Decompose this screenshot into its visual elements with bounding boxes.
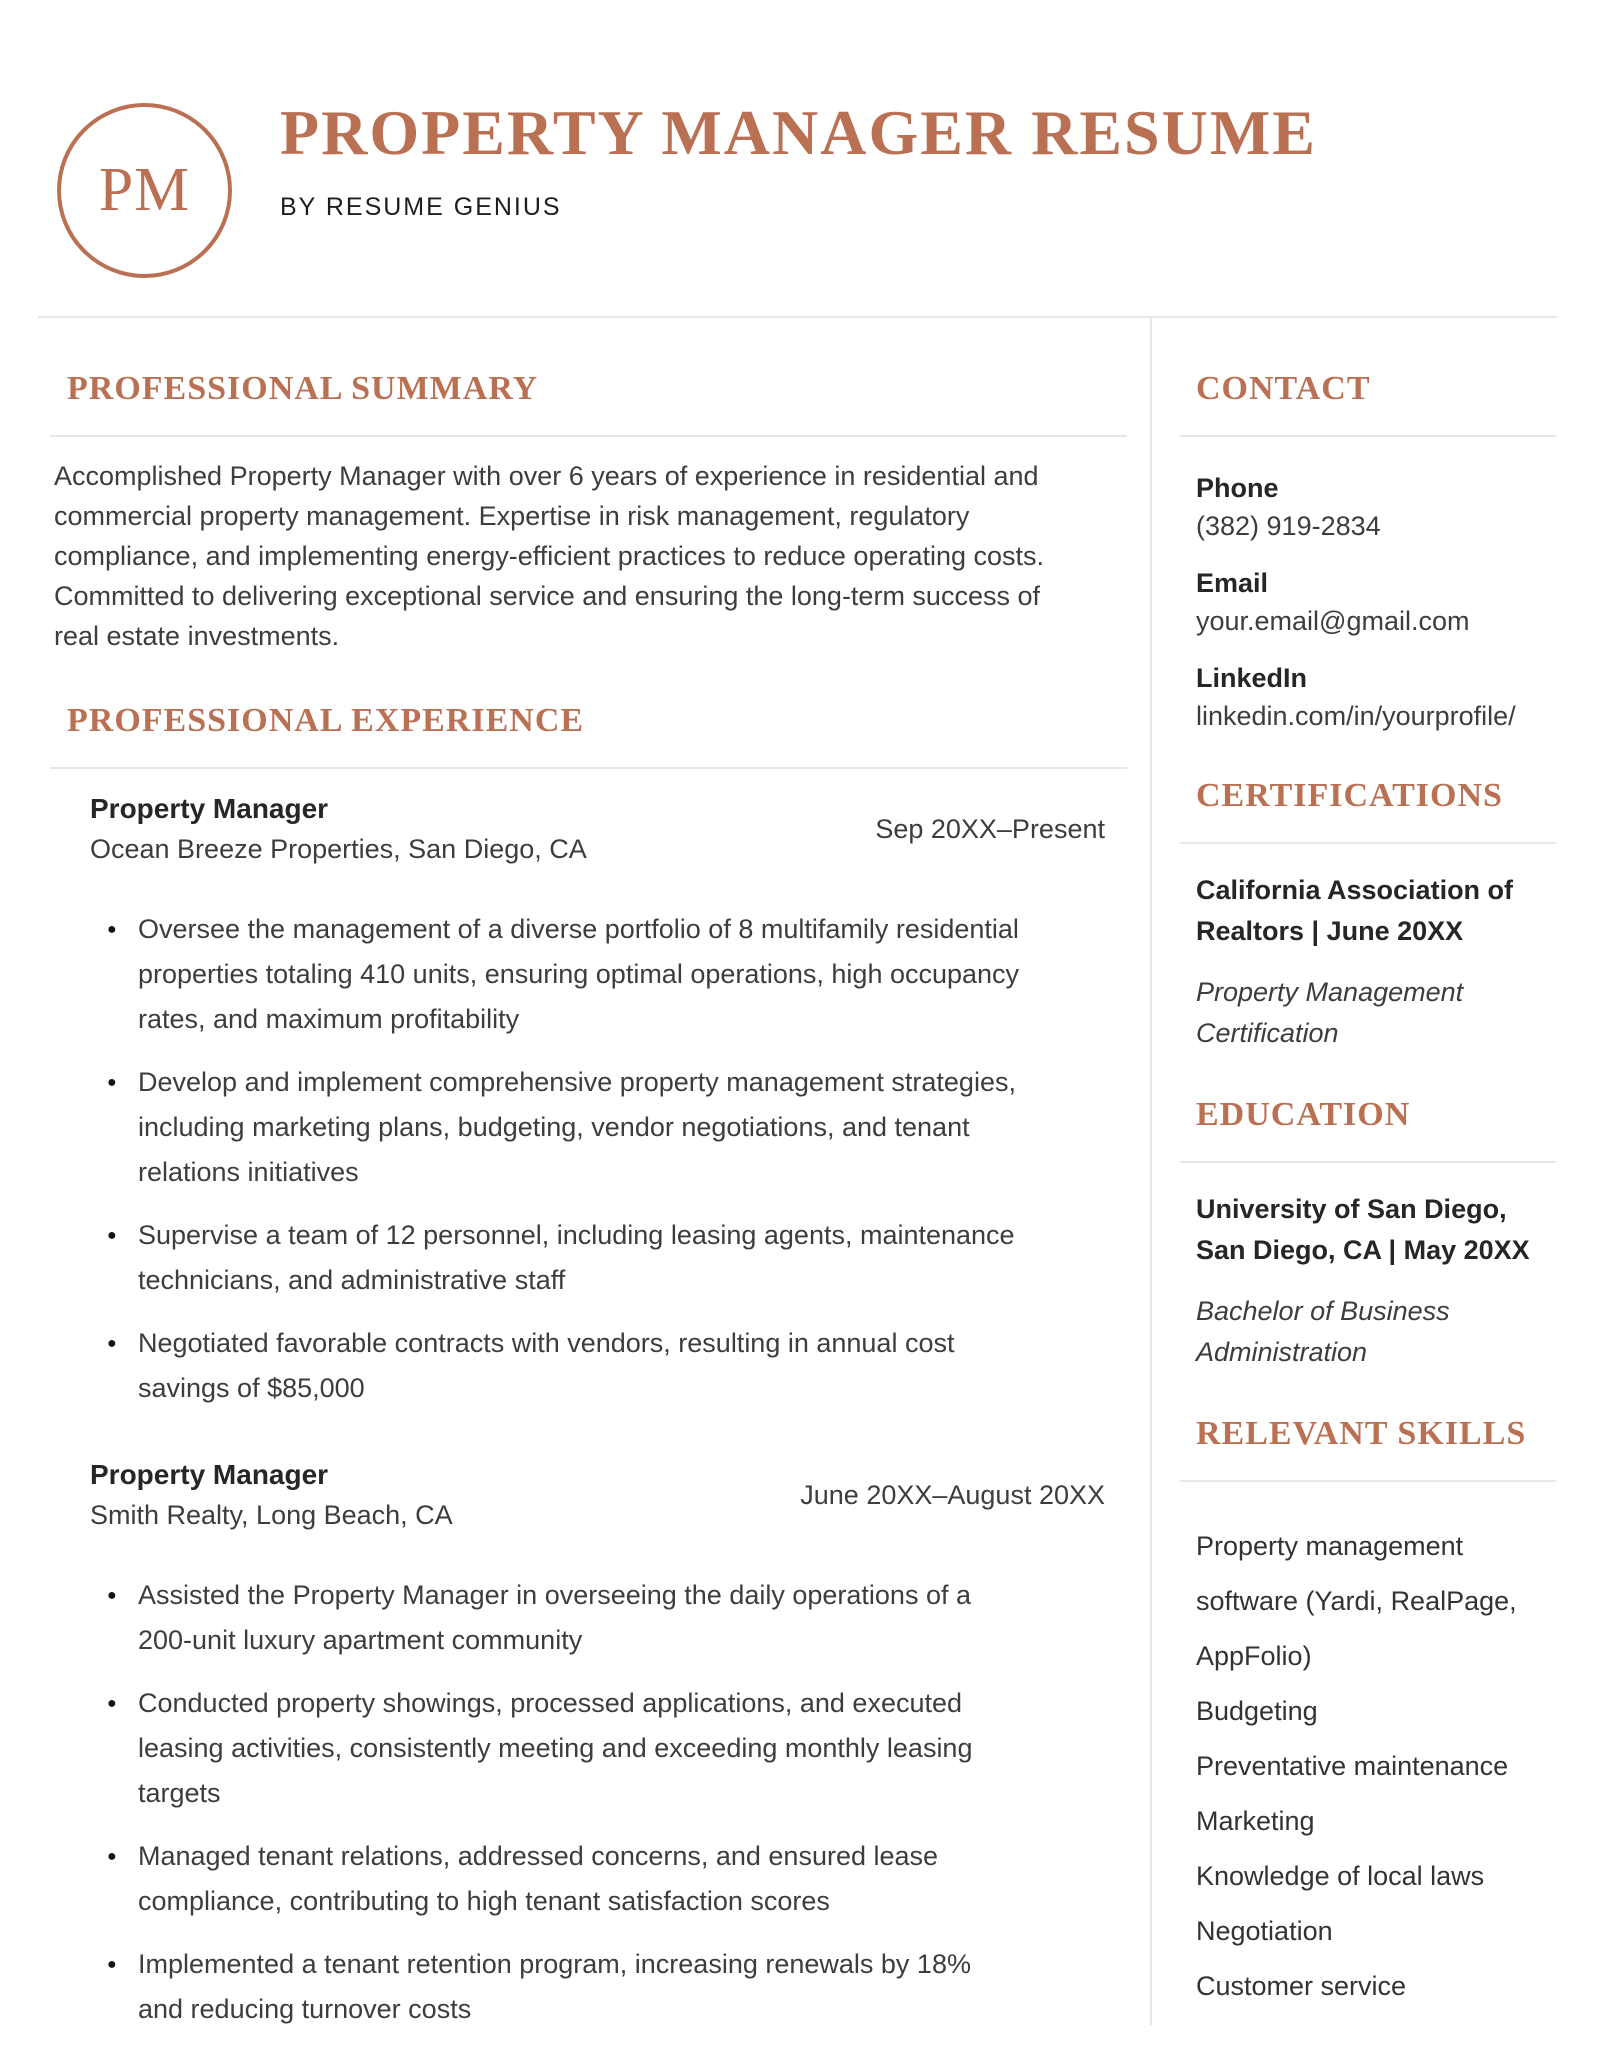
contact-item-linkedin bbox=[1196, 659, 1556, 735]
main-column bbox=[0, 318, 1150, 2032]
summary-paragraph: Accomplished Property Manager with over 6 years of experience in residential and commercial property management. Expertise in risk management, regulatory compliance, and implementing energy-efficient practices to reduce operating costs. Committed to delivering exceptional service and ensuring the long-term success of real estate investments. bbox=[54, 461, 1045, 651]
job-company: Ocean Breeze Properties, San Diego, CA bbox=[90, 834, 587, 864]
job-entry-ocean-breeze bbox=[90, 791, 1105, 1411]
professional-experience-heading: PROFESSIONAL EXPERIENCE bbox=[67, 702, 585, 739]
job-bullet: ● Supervise a team of 12 personnel, including leasing agents, maintenance technicians, and administrative staff bbox=[105, 1213, 1020, 1303]
skill-item: Knowledge of local laws bbox=[1196, 1861, 1485, 1891]
skill-item: Customer service bbox=[1196, 1971, 1407, 2001]
job-title: Property Manager bbox=[90, 793, 329, 824]
job-bullet: ● Conducted property showings, processed applications, and executed leasing activities, consistently meeting and exceeding monthly leasing targets bbox=[105, 1681, 1020, 1816]
resume-title: PROPERTY MANAGER RESUME bbox=[280, 97, 1317, 168]
email-value: your.email@gmail.com bbox=[1196, 606, 1470, 636]
contact-item-phone bbox=[1196, 469, 1556, 545]
contact-label: Phone bbox=[1196, 473, 1279, 503]
contact-list bbox=[1196, 469, 1556, 735]
job-bullet: ● Oversee the management of a diverse portfolio of 8 multifamily residential properties totaling 410 units, ensuring optimal operations, high occupancy rates, and maximum profitability bbox=[105, 907, 1020, 1042]
section-rule bbox=[1180, 1161, 1556, 1163]
skill-item: Negotiation bbox=[1196, 1916, 1333, 1946]
content-area bbox=[0, 318, 1600, 2032]
monogram-logo bbox=[57, 103, 232, 278]
section-professional-experience bbox=[50, 702, 1127, 2032]
contact-heading: CONTACT bbox=[1196, 370, 1371, 407]
job-dates: June 20XX–August 20XX bbox=[800, 1479, 1105, 1510]
sidebar bbox=[1152, 318, 1600, 2014]
job-title-company bbox=[90, 791, 587, 867]
linkedin-value: linkedin.com/in/yourprofile/ bbox=[1196, 701, 1516, 731]
contact-label: LinkedIn bbox=[1196, 663, 1308, 693]
section-professional-summary bbox=[50, 370, 1127, 656]
skills-list bbox=[1196, 1519, 1556, 2014]
job-bullet: ● Implemented a tenant retention program, increasing renewals by 18% and reducing turnover costs bbox=[105, 1942, 1020, 2032]
skill-item: Marketing bbox=[1196, 1806, 1315, 1836]
section-certifications bbox=[1180, 777, 1556, 1054]
contact-label: Email bbox=[1196, 568, 1269, 598]
certification-name: California Association of Realtors | June 20XX bbox=[1196, 875, 1514, 946]
phone-value: (382) 919-2834 bbox=[1196, 511, 1381, 541]
job-header bbox=[90, 791, 1105, 867]
section-rule bbox=[1180, 842, 1556, 844]
certifications-heading: CERTIFICATIONS bbox=[1196, 777, 1503, 814]
header bbox=[0, 0, 1600, 278]
professional-summary-heading: PROFESSIONAL SUMMARY bbox=[67, 370, 539, 407]
education-heading: EDUCATION bbox=[1196, 1096, 1411, 1133]
job-entry-smith-realty bbox=[90, 1457, 1105, 2032]
skill-item: Property management software (Yardi, RealPage, AppFolio) bbox=[1196, 1531, 1517, 1671]
section-rule bbox=[1180, 435, 1556, 437]
resume-subtitle: BY RESUME GENIUS bbox=[280, 193, 562, 221]
section-education bbox=[1180, 1096, 1556, 1373]
job-dates: Sep 20XX–Present bbox=[875, 813, 1105, 844]
job-bullet: ● Assisted the Property Manager in overseeing the daily operations of a 200-unit luxury apartment community bbox=[105, 1573, 1020, 1663]
certification-detail: Property Management Certification bbox=[1196, 977, 1464, 1048]
job-title: Property Manager bbox=[90, 1459, 329, 1490]
section-rule bbox=[1180, 1480, 1556, 1482]
job-bullet-list bbox=[105, 1573, 1020, 2032]
section-contact bbox=[1180, 370, 1556, 735]
section-rule bbox=[50, 435, 1127, 437]
education-school: University of San Diego, San Diego, CA | May 20XX bbox=[1196, 1194, 1530, 1265]
education-degree: Bachelor of Business Administration bbox=[1196, 1296, 1450, 1367]
job-bullet: ● Managed tenant relations, addressed concerns, and ensured lease compliance, contributing to high tenant satisfaction scores bbox=[105, 1834, 1020, 1924]
skill-item: Budgeting bbox=[1196, 1696, 1318, 1726]
section-rule bbox=[50, 767, 1127, 769]
job-header bbox=[90, 1457, 1105, 1533]
job-title-company bbox=[90, 1457, 453, 1533]
job-bullet: ● Negotiated favorable contracts with vendors, resulting in annual cost savings of $85,000 bbox=[105, 1321, 1020, 1411]
contact-item-email bbox=[1196, 564, 1556, 640]
monogram-initials: PM bbox=[98, 156, 191, 224]
job-bullet-list bbox=[105, 907, 1020, 1411]
job-company: Smith Realty, Long Beach, CA bbox=[90, 1500, 453, 1530]
relevant-skills-heading: RELEVANT SKILLS bbox=[1196, 1415, 1527, 1452]
skill-item: Preventative maintenance bbox=[1196, 1751, 1509, 1781]
section-relevant-skills bbox=[1180, 1415, 1556, 2014]
header-text bbox=[280, 99, 1317, 222]
job-bullet: ● Develop and implement comprehensive property management strategies, including marketing plans, budgeting, vendor negotiations, and tenant relations initiatives bbox=[105, 1060, 1020, 1195]
